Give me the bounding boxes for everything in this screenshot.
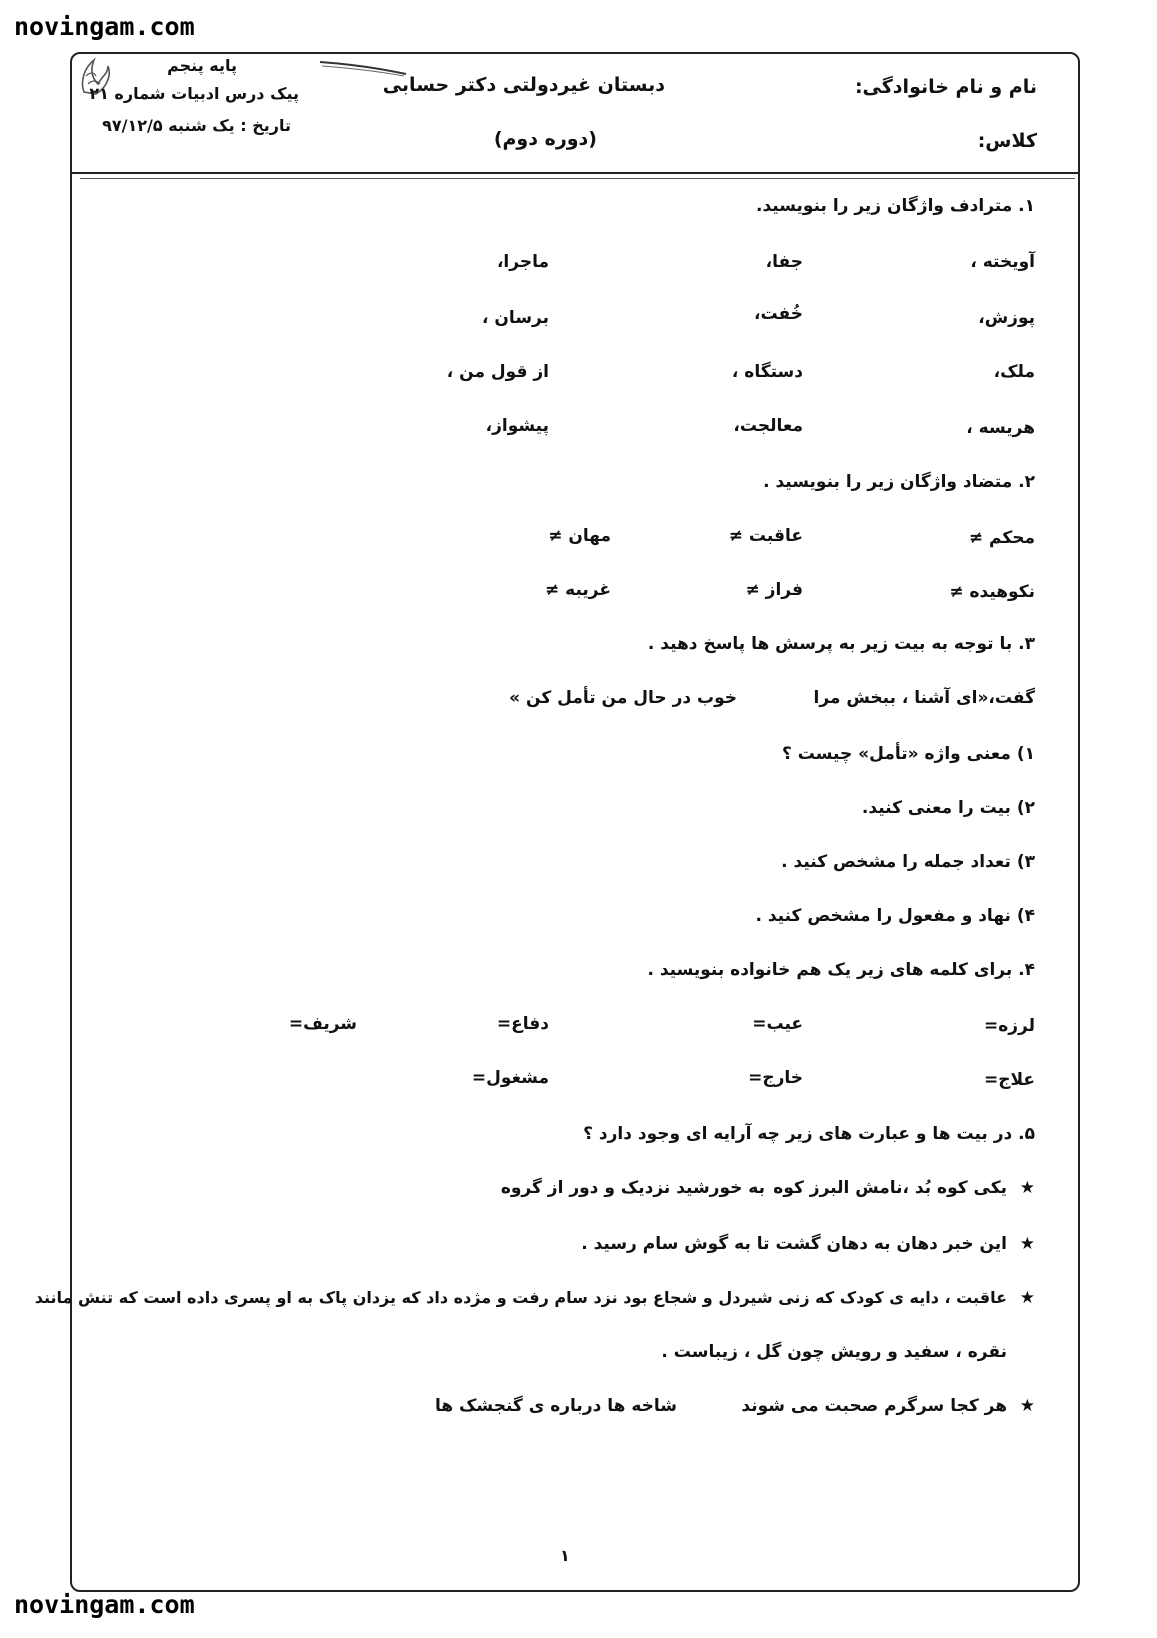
watermark-top: novingam.com [14, 12, 195, 41]
q4-word: لرزه= [983, 1016, 1035, 1036]
q5-bullet-star-icon: ★ [1019, 1178, 1035, 1198]
q1-word: دستگاه ، [731, 362, 803, 382]
q5-bullet-star-icon: ★ [1019, 1288, 1035, 1308]
school-period: (دوره دوم) [493, 128, 597, 150]
q4-word: دفاع= [496, 1014, 549, 1034]
q3-item: ۳) تعداد جمله را مشخص کنید . [781, 852, 1035, 872]
q2-word: نکوهیده ≠ [949, 582, 1035, 602]
name-label: نام و نام خانوادگی: [854, 76, 1037, 98]
q1-word: از قول من ، [446, 362, 549, 382]
q2-word: غریبه ≠ [545, 580, 611, 600]
q1-word: معالجت، [733, 416, 803, 436]
q3-verse-second: خوب در حال من تأمل کن » [509, 688, 737, 708]
q3-verse-first: گفت،«ای آشنا ، ببخش مرا [813, 688, 1035, 708]
q2-word: عاقبت ≠ [728, 526, 803, 546]
q5-item4-first: هر کجا سرگرم صحبت می شوند [741, 1396, 1007, 1416]
q5-title: ۵. در بیت ها و عبارت های زیر چه آرایه ای وجود دارد ؟ [583, 1124, 1035, 1144]
q2-word: فراز ≠ [745, 580, 803, 600]
q2-title: ۲. متضاد واژگان زیر را بنویسید . [763, 472, 1035, 492]
q1-word: هریسه ، [966, 418, 1035, 438]
q1-word: ملک، [993, 362, 1035, 382]
q4-word: مشغول= [471, 1068, 549, 1088]
date-label: تاریخ : یک شنبه ۹۷/۱۲/۵ [102, 116, 291, 135]
q1-word: پیشواز، [485, 416, 549, 436]
q4-word: شریف= [288, 1014, 357, 1034]
q3-item: ۲) بیت را معنی کنید. [861, 798, 1035, 818]
q1-title: ۱. مترادف واژگان زیر را بنویسید. [756, 196, 1035, 216]
q1-word: آویخته ، [970, 252, 1035, 272]
header-divider-inner [80, 178, 1075, 179]
q1-word: برسان ، [482, 308, 549, 328]
q3-item: ۴) نهاد و مفعول را مشخص کنید . [755, 906, 1035, 926]
q5-bullet-star-icon: ★ [1019, 1396, 1035, 1416]
page-number: ۱ [560, 1546, 570, 1565]
q2-word: محکم ≠ [968, 528, 1035, 548]
q3-item: ۱) معنی واژه «تأمل» چیست ؟ [781, 744, 1035, 764]
q1-word: پوزش، [978, 308, 1035, 328]
q5-bullet-star-icon: ★ [1019, 1234, 1035, 1254]
header-divider [72, 172, 1078, 174]
grade-label: پایه پنجم [167, 56, 237, 75]
q4-word: خارج= [748, 1068, 803, 1088]
watermark-bottom: novingam.com [14, 1590, 195, 1619]
q4-word: علاج= [983, 1070, 1035, 1090]
class-label: کلاس: [977, 130, 1037, 152]
q4-title: ۴. برای کلمه های زیر یک هم خانواده بنویسید . [647, 960, 1035, 980]
school-name: دبستان غیردولتی دکتر حسابی [382, 74, 665, 96]
q4-word: عیب= [752, 1014, 803, 1034]
q5-item1-first: یکی کوه بُد ،نامش البرز کوه [773, 1178, 1007, 1198]
q5-item3-line2: نقره ، سفید و رویش چون گل ، زیباست . [661, 1342, 1007, 1362]
q5-item1-second: به خورشید نزدیک و دور از گروه [500, 1178, 765, 1198]
q1-word: خُفت، [754, 304, 803, 324]
q1-word: جفا، [765, 252, 803, 272]
q2-word: مهان ≠ [548, 526, 611, 546]
q5-item2: این خبر دهان به دهان گشت تا به گوش سام رسید . [581, 1234, 1007, 1254]
subject-label: پیک درس ادبیات شماره ۲۱ [89, 84, 299, 103]
q5-item4-second: شاخه ها درباره ی گنجشک ها [434, 1396, 677, 1416]
q5-item3-line1: عاقبت ، دایه ی کودک که زنی شیردل و شجاع بود نزد سام رفت و مژده داد که یزدان پاک به او پسری داده است که تنش مانند [34, 1288, 1007, 1307]
q3-title: ۳. با توجه به بیت زیر به پرسش ها پاسخ دهید . [647, 634, 1035, 654]
q1-word: ماجرا، [496, 252, 549, 272]
